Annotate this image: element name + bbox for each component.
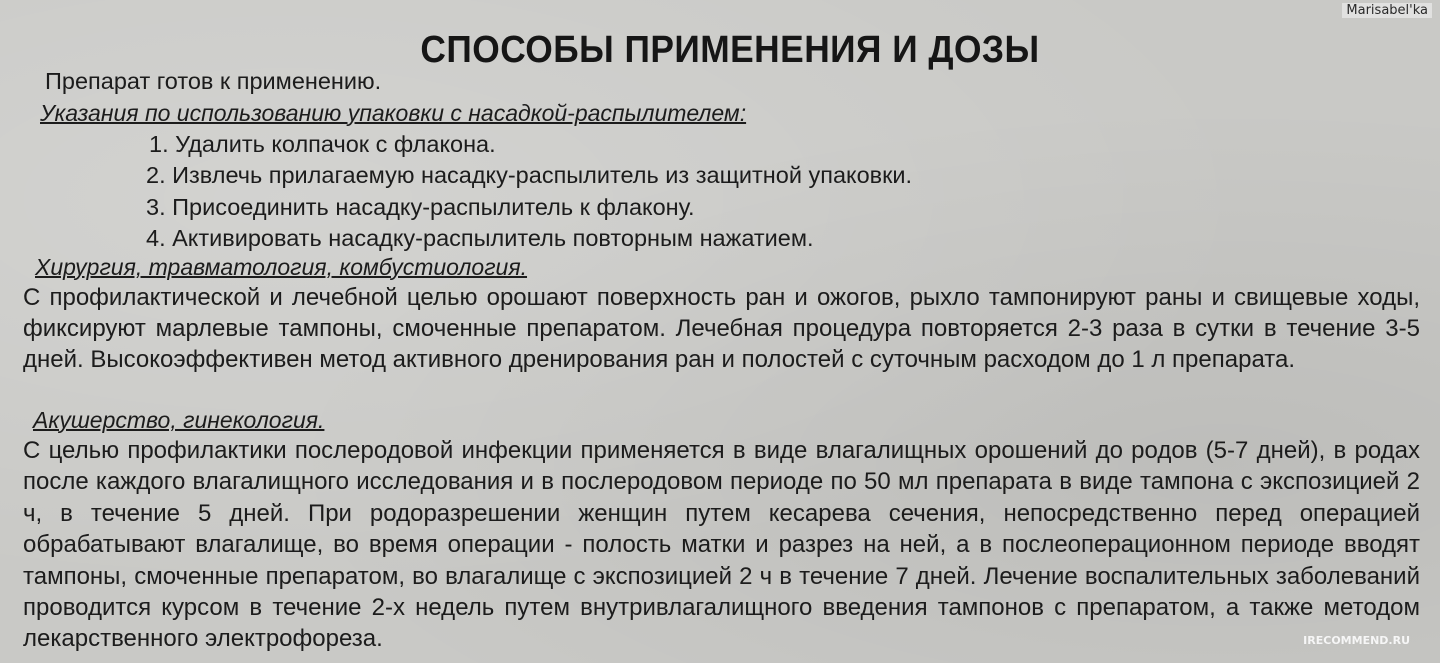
surgery-paragraph: С профилактической и лечебной целью орошают поверхность ран и ожогов, рыхло тампонируют раны и свищевые ходы, фиксируют марлевые тампоны, смоченные препаратом. Лечебная процедура повторяется 2-3 раза в сутки в течение 3-5 дней. Высокоэффективен метод активного дренирования ран и полостей с суточным расходом до 1 л препарата. (23, 284, 1420, 374)
obstetrics-heading: Акушерство, гинекология. (33, 407, 325, 433)
surgery-heading: Хирургия, травматология, комбустиология. (35, 254, 528, 280)
spray-heading: Указания по использованию упаковки с насадкой-распылителем: (40, 100, 747, 126)
obstetrics-paragraph: С целью профилактики послеродовой инфекции применяется в виде влагалищных орошений до родов (5-7 дней), в родах после каждого влагалищного исследования и в послеродовом периоде по 50 мл препарата в виде тампона с экспозицией 2 ч, в течение 5 дней. При родоразрешении женщин путем кесарева сечения, непосредственно перед операцией обрабатывают влагалище, во время операции - полость матки и разрез на ней, а в послеоперационном периоде вводят тампоны, смоченные препаратом, во влагалище с экспозицией 2 ч в течение 7 дней. Лечение воспалительных заболеваний проводится курсом в течение 2-х недель путем внутривлагалищного введения тампонов с препаратом, а также методом лекарственного электрофореза. (23, 437, 1420, 653)
spray-step-2: 2. Извлечь прилагаемую насадку-распылитель из защитной упаковки. (146, 162, 913, 188)
site-watermark: IRECOMMEND.RU (1303, 634, 1410, 647)
spray-step-3: 3. Присоединить насадку-распылитель к флакону. (146, 194, 695, 220)
spray-step-4: 4. Активировать насадку-распылитель повторным нажатием. (146, 225, 814, 251)
intro-text: Препарат готов к применению. (45, 68, 382, 94)
spray-step-1: 1. Удалить колпачок с флакона. (149, 131, 496, 157)
page-title: СПОСОБЫ ПРИМЕНЕНИЯ И ДОЗЫ (420, 29, 1040, 71)
author-watermark: Marisabel'ka (1342, 3, 1432, 18)
